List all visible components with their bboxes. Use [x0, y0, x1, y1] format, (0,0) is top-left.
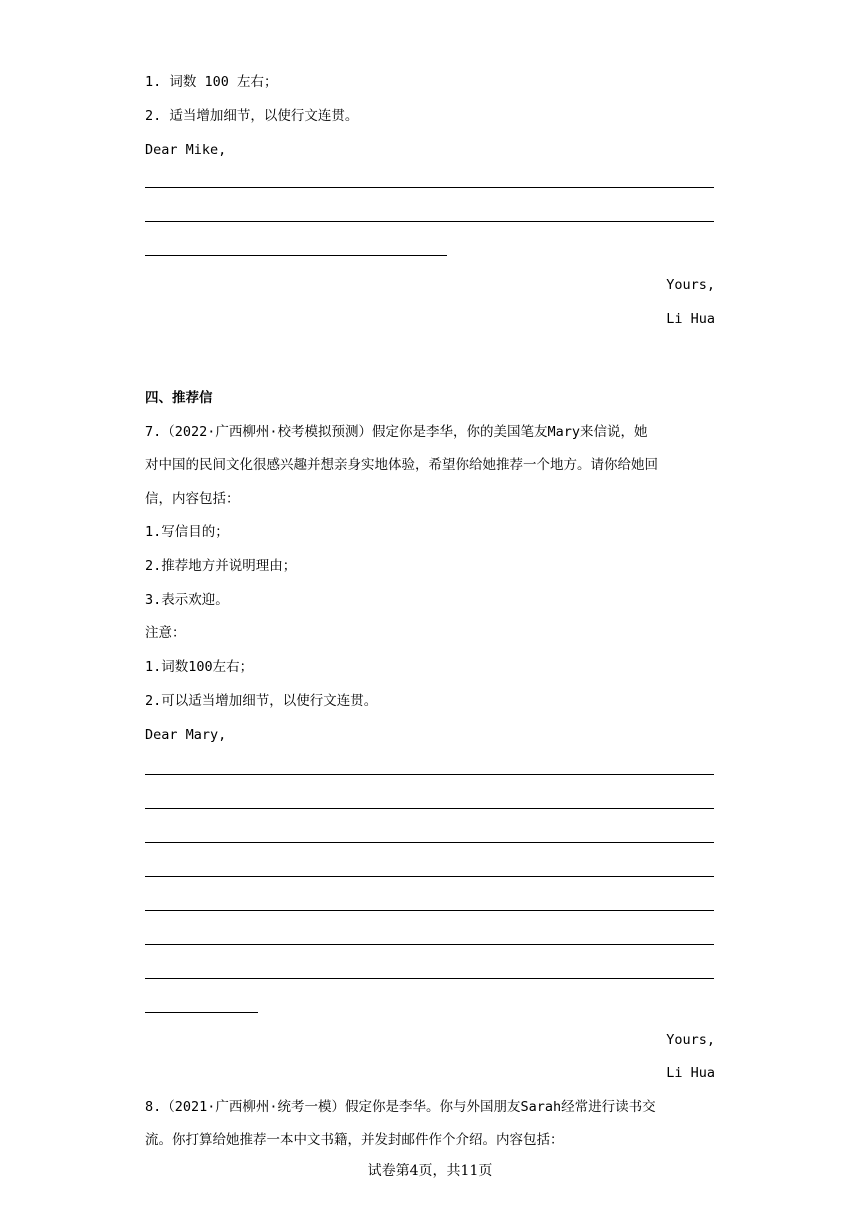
- answer-line: [145, 876, 714, 877]
- answer-line-short: [145, 255, 447, 256]
- answer-line: [145, 221, 714, 222]
- section-heading: 四、推荐信: [145, 390, 213, 406]
- answer-line: [145, 842, 714, 843]
- answer-line: [145, 808, 714, 809]
- q7-prompt-line-1: 7.（2022·广西柳州·校考模拟预测）假定你是李华，你的美国笔友Mary来信说，她: [145, 424, 648, 440]
- answer-line: [145, 774, 714, 775]
- q7-signature: Li Hua: [666, 1065, 715, 1081]
- q7-prompt-line-3: 信，内容包括：: [145, 491, 240, 507]
- q8-prompt-line-1: 8.（2021·广西柳州·统考一模）假定你是李华。你与外国朋友Sarah经常进行读书交: [145, 1099, 656, 1115]
- answer-line: [145, 978, 714, 979]
- q7-notice-label: 注意：: [145, 625, 186, 641]
- q6-greeting: Dear Mike,: [145, 142, 227, 158]
- q7-greeting: Dear Mary,: [145, 727, 227, 743]
- page-footer: 试卷第4页，共11页: [367, 1163, 493, 1179]
- q7-point-3: 3.表示欢迎。: [145, 592, 229, 608]
- answer-line: [145, 944, 714, 945]
- q7-point-2: 2.推荐地方并说明理由；: [145, 558, 297, 574]
- q7-notice-2: 2.可以适当增加细节，以使行文连贯。: [145, 693, 378, 709]
- q6-closing: Yours,: [666, 277, 715, 293]
- q7-closing: Yours,: [666, 1032, 715, 1048]
- answer-line: [145, 187, 714, 188]
- q7-prompt-line-2: 对中国的民间文化很感兴趣并想亲身实地体验，希望你给她推荐一个地方。请你给她回: [145, 457, 658, 473]
- q6-note-word-count: 1. 词数 100 左右；: [145, 74, 278, 90]
- answer-line-short: [145, 1012, 258, 1013]
- q7-notice-1: 1.词数100左右；: [145, 659, 254, 675]
- answer-line: [145, 910, 714, 911]
- q8-prompt-line-2: 流。你打算给她推荐一本中文书籍，并发封邮件作个介绍。内容包括：: [145, 1132, 564, 1148]
- q6-note-details: 2. 适当增加细节，以使行文连贯。: [145, 108, 359, 124]
- q7-point-1: 1.写信目的；: [145, 524, 229, 540]
- q6-signature: Li Hua: [666, 311, 715, 327]
